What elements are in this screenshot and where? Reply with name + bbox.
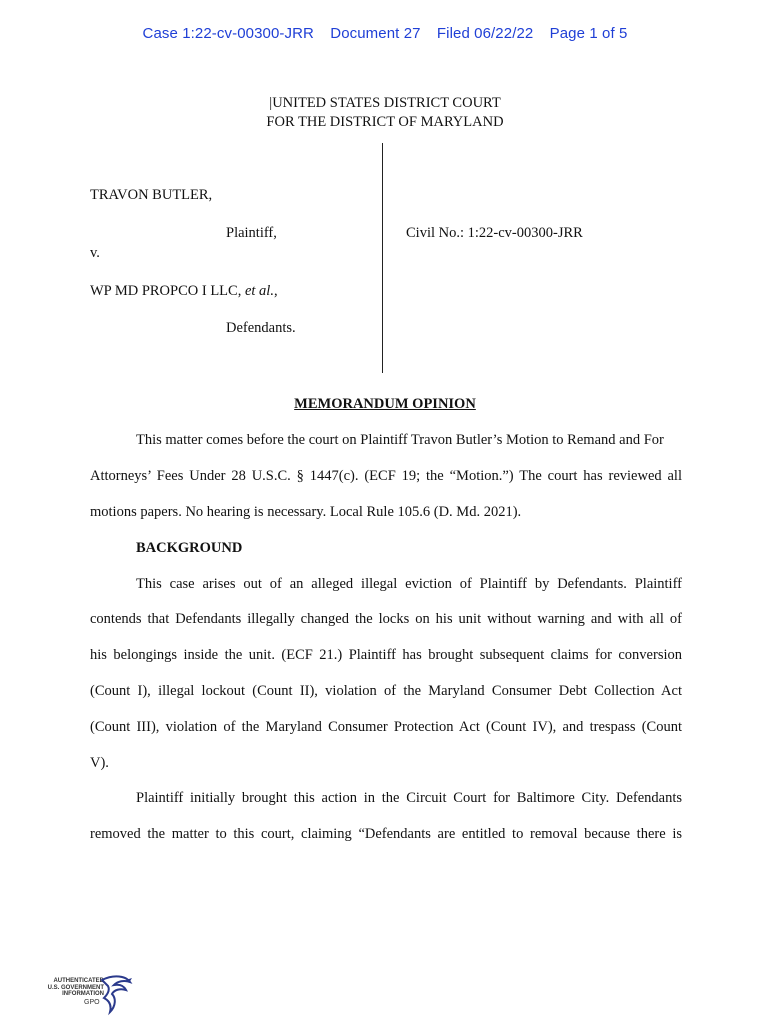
court-name <box>0 94 770 132</box>
body-line: Plaintiff initially brought this action in the Circuit Court for Baltimore City. Defendants <box>136 790 682 806</box>
body-line: This matter comes before the court on Plaintiff Travon Butler’s Motion to Remand and For <box>136 432 664 448</box>
defendant-name-text: WP MD PROPCO I LLC, <box>90 283 245 299</box>
eagle-icon <box>96 972 136 1018</box>
body-line: (Count I), illegal lockout (Count II), violation of the Maryland Consumer Debt Collection Act <box>90 683 682 699</box>
logo-gpo-text: GPO <box>84 999 100 1006</box>
gpo-authentication-logo <box>44 972 134 1020</box>
defendant-role: Defendants. <box>226 320 296 336</box>
document-number: Document 27 <box>330 25 421 42</box>
body-line: (Count III), violation of the Maryland Consumer Protection Act (Count IV), and trespass (Count <box>90 719 682 735</box>
section-heading: BACKGROUND <box>136 540 243 556</box>
court-line-1: |UNITED STATES DISTRICT COURT <box>269 95 501 111</box>
defendant-etal: et al. <box>244 283 274 299</box>
body-line: contends that Defendants illegally changed the locks on his unit without warning and with all of <box>90 611 682 627</box>
logo-text: AUTHENTICATED U.S. GOVERNMENT INFORMATION <box>47 978 104 997</box>
plaintiff-role: Plaintiff, <box>226 225 277 241</box>
caption-divider <box>382 143 383 373</box>
defendant-comma: , <box>273 283 278 299</box>
body-line: This case arises out of an alleged illegal eviction of Plaintiff by Defendants. Plaintiff <box>136 576 682 592</box>
body-line: his belongings inside the unit. (ECF 21.) Plaintiff has brought subsequent claims for conversion <box>90 647 682 663</box>
case-header-stamp <box>0 25 770 42</box>
civil-number: Civil No.: 1:22-cv-00300-JRR <box>406 225 583 241</box>
filed-date: Filed 06/22/22 <box>436 25 534 42</box>
defendant-name <box>90 283 278 300</box>
court-line-2: FOR THE DISTRICT OF MARYLAND <box>266 114 504 130</box>
body-line: V). <box>90 755 109 771</box>
body-line: removed the matter to this court, claiming “Defendants are entitled to removal because there is <box>90 826 682 842</box>
versus: v. <box>90 245 100 261</box>
body-line: Attorneys’ Fees Under 28 U.S.C. § 1447(c). (ECF 19; the “Motion.”) The court has reviewed all <box>90 468 682 484</box>
page-number: Page 1 of 5 <box>549 25 628 42</box>
document-title: MEMORANDUM OPINION <box>294 396 476 412</box>
case-number: Case 1:22-cv-00300-JRR <box>142 25 314 42</box>
plaintiff-name: TRAVON BUTLER, <box>90 187 213 203</box>
body-line: motions papers. No hearing is necessary. Local Rule 105.6 (D. Md. 2021). <box>90 504 522 520</box>
